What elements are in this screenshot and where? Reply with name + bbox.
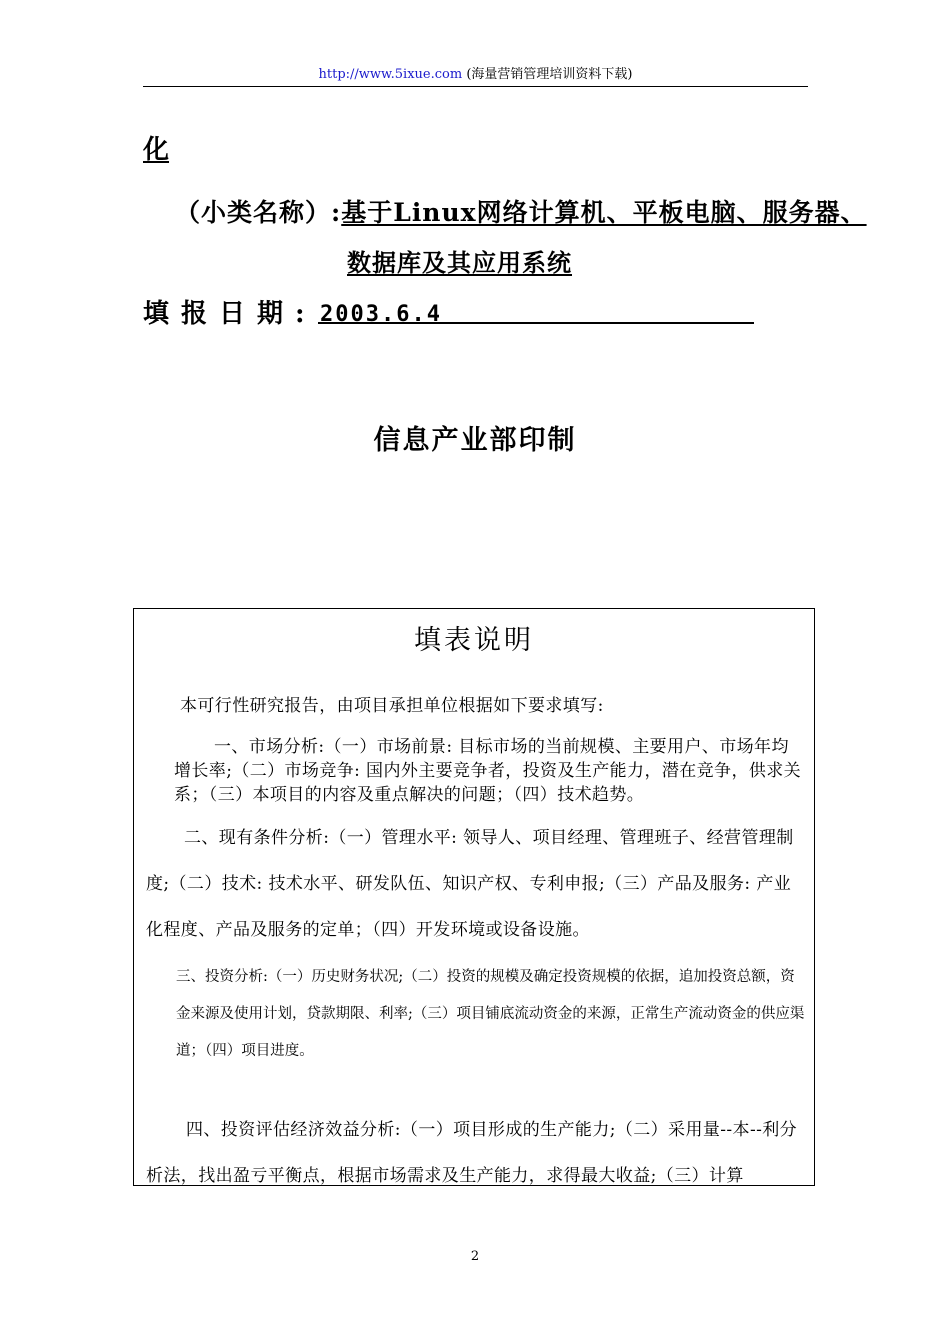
- header-url-link[interactable]: http://www.5ixue.com: [318, 67, 463, 82]
- header-note: (海量营销管理培训资料下载): [466, 67, 633, 82]
- title-fragment: 化: [143, 135, 170, 165]
- section-market-analysis: 一、市场分析:（一）市场前景: 目标市场的当前规模、主要用户、市场年均增长率;（二）市场竞争: 国内外主要竞争者，投资及生产能力，潜在竞争，供求关系；（三）本项目的内容及重点解决的问题；（四）技术趋势。: [174, 737, 802, 805]
- date-value: 2003.6.4: [320, 302, 442, 327]
- page-number: 2: [470, 1249, 480, 1264]
- category-label: （小类名称）:: [175, 198, 342, 227]
- instructions-box: [133, 608, 815, 1186]
- section-economic-benefit: 四、投资评估经济效益分析:（一）项目形成的生产能力;（二）采用量--本--利分析法，找出盈亏平衡点，根据市场需求及生产能力，求得最大收益;（三）计算: [146, 1120, 798, 1186]
- printer-line: 信息产业部印制: [373, 425, 577, 456]
- category-line: [175, 196, 867, 230]
- page-header: [143, 66, 808, 84]
- instructions-intro: 本可行性研究报告，由项目承担单位根据如下要求填写:: [180, 696, 604, 716]
- section-investment-analysis: 三、投资分析:（一）历史财务状况;（二）投资的规模及确定投资规模的依据，追加投资总额，资金来源及使用计划，贷款期限、利率;（三）项目铺底流动资金的来源，正常生产流动资金的供应渠道；（四）项目进度。: [176, 969, 805, 1059]
- section-existing-conditions: 二、现有条件分析:（一）管理水平: 领导人、项目经理、管理班子、经营管理制度;（二）技术: 技术水平、研发队伍、知识产权、专利申报;（三）产品及服务: 产业化程度、产品及服务的定单；（四）开发环境或设备设施。: [146, 828, 794, 940]
- instructions-title: 填表说明: [414, 625, 534, 656]
- date-label: 填报日期:: [143, 299, 317, 329]
- header-rule: [143, 86, 808, 87]
- category-value-line2: 数据库及其应用系统: [347, 248, 572, 277]
- date-underline: [318, 322, 754, 324]
- category-value-line1: 基于Linux网络计算机、平板电脑、服务器、: [341, 198, 867, 227]
